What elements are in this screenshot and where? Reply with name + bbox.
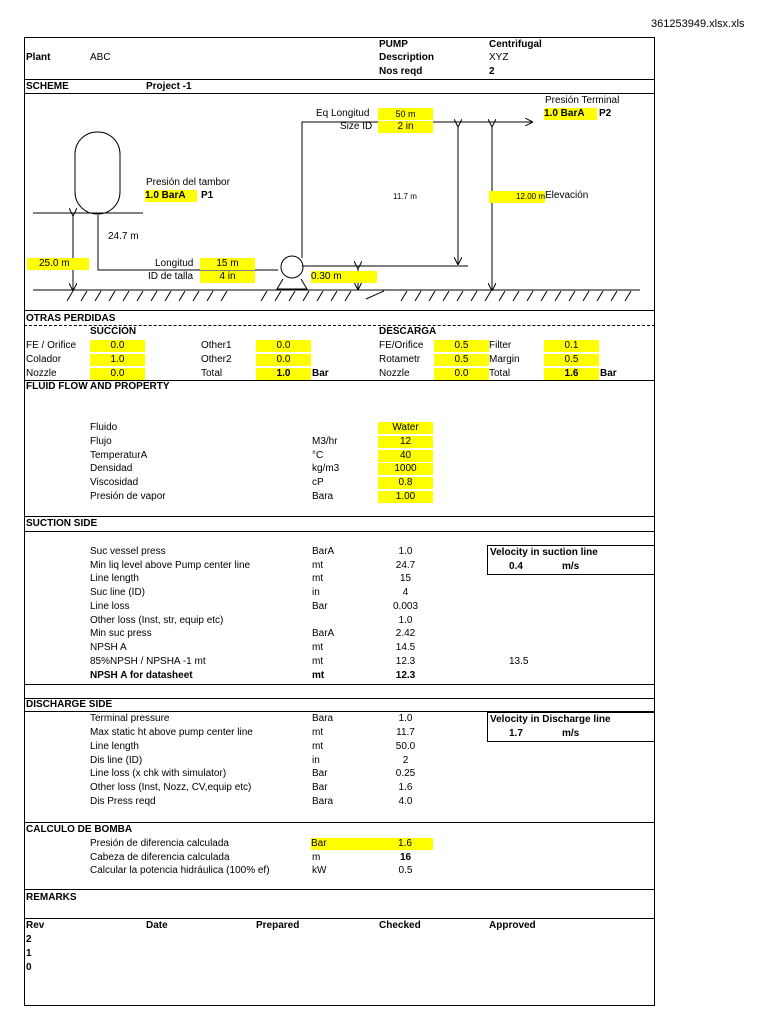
- pump-value: Centrifugal: [489, 39, 542, 50]
- discharge-value: 11.7: [396, 727, 415, 738]
- discharge-velocity-value: 1.7: [509, 728, 523, 739]
- divider: [24, 822, 655, 823]
- suction-value: 4: [402, 587, 409, 598]
- checked-header: Checked: [379, 920, 421, 931]
- loss-label: Nozzle: [26, 368, 57, 379]
- discharge-value: 2: [402, 755, 409, 766]
- loss-total-value: 1.0: [256, 368, 311, 380]
- loss-value: 0.5: [434, 354, 489, 366]
- suction-unit: Bar: [312, 601, 328, 612]
- succion-title: SUCCION: [90, 326, 137, 337]
- presion-terminal-label: Presión Terminal: [545, 95, 620, 106]
- loss-label: Rotametr: [379, 354, 421, 365]
- fluid-unit: M3/hr: [312, 436, 338, 447]
- discharge-label: Dis line (ID): [90, 755, 143, 766]
- suction-value: 12.3: [395, 670, 416, 681]
- discharge-velocity-title: Velocity in Discharge line: [490, 714, 611, 725]
- suction-value: 1.0: [398, 615, 413, 626]
- fluid-label: Flujo: [90, 436, 112, 447]
- loss-label: Other2: [201, 354, 232, 365]
- discharge-unit: mt: [312, 727, 324, 738]
- calculo-label: Cabeza de diferencia calculada: [90, 852, 230, 863]
- loss-label: Total: [489, 368, 511, 379]
- prepared-header: Prepared: [256, 920, 300, 931]
- nos-reqd-label: Nos reqd: [379, 66, 423, 77]
- divider: [24, 889, 655, 890]
- loss-value: 0.1: [544, 340, 599, 352]
- discharge-value: 1.6: [398, 782, 413, 793]
- suction-label: Min liq level above Pump center line: [90, 560, 251, 571]
- discharge-value: 50.0: [395, 741, 416, 752]
- rev-number: 2: [26, 934, 32, 945]
- ground-hatching: [67, 291, 631, 301]
- scheme-title: SCHEME: [26, 81, 69, 92]
- suction-value: 2.42: [395, 628, 416, 639]
- discharge-label: Other loss (Inst, Nozz, CV,equip etc): [90, 782, 252, 793]
- suction-label: NPSH A for datasheet: [90, 670, 193, 681]
- discharge-title: DISCHARGE SIDE: [26, 699, 113, 710]
- discharge-label: Dis Press reqd: [90, 796, 156, 807]
- fluid-value: 12: [378, 436, 433, 448]
- elevation-value: 12.00 m: [489, 191, 545, 203]
- size-id-label: Size ID: [340, 121, 373, 132]
- suction-label: Line loss: [90, 601, 130, 612]
- discharge-pipe: [302, 122, 532, 258]
- suction-value: 24.7: [395, 560, 416, 571]
- rev-header: Rev: [26, 920, 45, 931]
- suction-label: 85%NPSH / NPSHA -1 mt: [90, 656, 206, 667]
- discharge-unit: Bara: [312, 713, 334, 724]
- loss-value: 0.5: [434, 340, 489, 352]
- suction-unit: mt: [312, 573, 324, 584]
- pump-base: [277, 279, 307, 289]
- discharge-label: Max static ht above pump center line: [90, 727, 253, 738]
- discharge-unit: Bar: [312, 768, 328, 779]
- divider: [24, 918, 655, 919]
- loss-value: 0.0: [90, 340, 145, 352]
- suction-unit: mt: [312, 560, 324, 571]
- suction-velocity-title: Velocity in suction line: [490, 547, 598, 558]
- discharge-label: Line loss (x chk with simulator): [90, 768, 227, 779]
- suction-label: Min suc press: [90, 628, 152, 639]
- eq-longitud-label: Eq Longitud: [316, 108, 370, 119]
- divider: [24, 310, 655, 311]
- calculo-label: Presión de diferencia calculada: [90, 838, 229, 849]
- fluid-unit: °C: [312, 450, 324, 461]
- discharge-value: 0.25: [395, 768, 416, 779]
- p1-value: 1.0 BarA: [145, 190, 197, 202]
- vessel-elevation-value: 25.0 m: [27, 258, 89, 270]
- suction-unit: mt: [312, 642, 324, 653]
- fluid-value: 40: [378, 450, 433, 462]
- calculo-value: 0.5: [398, 865, 413, 876]
- descarga-title: DESCARGA: [379, 326, 437, 337]
- suction-value: 12.3: [395, 656, 416, 667]
- rev-number: 0: [26, 962, 32, 973]
- pump-label: PUMP: [379, 39, 408, 50]
- description-label: Description: [379, 52, 435, 63]
- calculo-value: 1.6: [377, 838, 433, 850]
- discharge-value: 1.0: [398, 713, 413, 724]
- fluid-label: Viscosidad: [90, 477, 139, 488]
- nos-reqd-value: 2: [489, 66, 495, 77]
- size-id-value: 2 in: [378, 121, 433, 133]
- suction-velocity-unit: m/s: [562, 561, 580, 572]
- liquid-level-value: 24.7 m: [108, 231, 139, 242]
- suction-value: 14.5: [395, 642, 416, 653]
- suction-unit: in: [312, 587, 320, 598]
- loss-value: 0.0: [256, 354, 311, 366]
- discharge-label: Terminal pressure: [90, 713, 170, 724]
- plant-label: Plant: [26, 52, 51, 63]
- loss-label: Colador: [26, 354, 62, 365]
- loss-unit: Bar: [312, 368, 329, 379]
- calculo-unit: Bar: [311, 838, 377, 850]
- longitud-label: Longitud: [155, 258, 194, 269]
- discharge-unit: Bar: [312, 782, 328, 793]
- discharge-unit: Bara: [312, 796, 334, 807]
- discharge-velocity-unit: m/s: [562, 728, 580, 739]
- fluid-unit: kg/m3: [312, 463, 340, 474]
- suction-label: Suc vessel press: [90, 546, 166, 557]
- project-name: Project -1: [146, 81, 192, 92]
- fluid-label: Densidad: [90, 463, 133, 474]
- elevation-label: Elevación: [545, 190, 589, 201]
- calculo-unit: m: [312, 852, 321, 863]
- suction-value: 15: [399, 573, 412, 584]
- loss-label: Total: [201, 368, 223, 379]
- file-name: 361253949.xlsx.xls: [651, 18, 745, 30]
- loss-value: 1.0: [90, 354, 145, 366]
- p2-value: 1.0 BarA: [544, 108, 597, 120]
- calculo-unit: kW: [312, 865, 327, 876]
- loss-label: Other1: [201, 340, 232, 351]
- loss-label: FE/Orifice: [379, 340, 424, 351]
- suction-unit: BarA: [312, 628, 335, 639]
- p1-tag: P1: [201, 190, 214, 201]
- fluid-label: Presión de vapor: [90, 491, 166, 502]
- approved-header: Approved: [489, 920, 536, 931]
- longitud-value: 15 m: [200, 258, 255, 270]
- vessel-shape: [75, 132, 120, 214]
- suction-unit: mt: [312, 670, 325, 681]
- loss-label: Nozzle: [379, 368, 410, 379]
- loss-value: 0.0: [256, 340, 311, 352]
- suction-unit: BarA: [312, 546, 335, 557]
- fluid-unit: cP: [312, 477, 324, 488]
- id-talla-label: ID de talla: [148, 271, 194, 282]
- static-height-value: 11.7 m: [393, 192, 417, 201]
- rev-number: 1: [26, 948, 32, 959]
- divider: [24, 516, 655, 517]
- nozzle-elevation-value: 0.30 m: [311, 271, 377, 283]
- suction-label: Suc line (ID): [90, 587, 146, 598]
- suction-extra-value: 13.5: [509, 656, 529, 667]
- divider: [24, 531, 655, 532]
- fluid-label: Fluido: [90, 422, 118, 433]
- suction-value: 0.003: [392, 601, 419, 612]
- calculo-label: Calcular la potencia hidráulica (100% ef): [90, 865, 270, 876]
- discharge-value: 4.0: [398, 796, 413, 807]
- eq-longitud-value: 50 m: [378, 108, 433, 120]
- discharge-label: Line length: [90, 741, 139, 752]
- fluid-value: 1.00: [378, 491, 433, 503]
- date-header: Date: [146, 920, 168, 931]
- fluid-title: FLUID FLOW AND PROPERTY: [26, 381, 170, 392]
- fluid-label: TemperaturA: [90, 450, 148, 461]
- suction-label: NPSH A: [90, 642, 127, 653]
- p2-tag: P2: [599, 108, 612, 119]
- description-value: XYZ: [489, 52, 509, 63]
- otras-title: OTRAS PERDIDAS: [26, 313, 116, 324]
- remarks-title: REMARKS: [26, 892, 77, 903]
- discharge-unit: in: [312, 755, 320, 766]
- loss-value: 0.5: [544, 354, 599, 366]
- loss-label: Filter: [489, 340, 512, 351]
- loss-value: 0.0: [434, 368, 489, 380]
- discharge-unit: mt: [312, 741, 324, 752]
- fluid-value: 1000: [378, 463, 433, 475]
- suction-label: Other loss (Inst, str, equip etc): [90, 615, 224, 626]
- calculo-title: CALCULO DE BOMBA: [26, 824, 133, 835]
- loss-unit: Bar: [600, 368, 617, 379]
- loss-label: Margin: [489, 354, 520, 365]
- divider: [24, 698, 655, 699]
- suction-title: SUCTION SIDE: [26, 518, 98, 529]
- plant-value: ABC: [90, 52, 111, 63]
- suction-unit: mt: [312, 656, 324, 667]
- suction-label: Line length: [90, 573, 139, 584]
- id-talla-value: 4 in: [200, 271, 255, 283]
- suction-velocity-value: 0.4: [509, 561, 523, 572]
- pump-icon: [281, 256, 303, 278]
- fluid-unit: Bara: [312, 491, 334, 502]
- presion-tambor-label: Presión del tambor: [146, 177, 230, 188]
- suction-value: 1.0: [398, 546, 413, 557]
- loss-label: FE / Orifice: [26, 340, 77, 351]
- fluid-value: Water: [378, 422, 433, 434]
- calculo-value: 16: [399, 852, 412, 863]
- fluid-value: 0.8: [378, 477, 433, 489]
- loss-total-value: 1.6: [544, 368, 599, 380]
- divider: [24, 684, 655, 685]
- loss-value: 0.0: [90, 368, 145, 380]
